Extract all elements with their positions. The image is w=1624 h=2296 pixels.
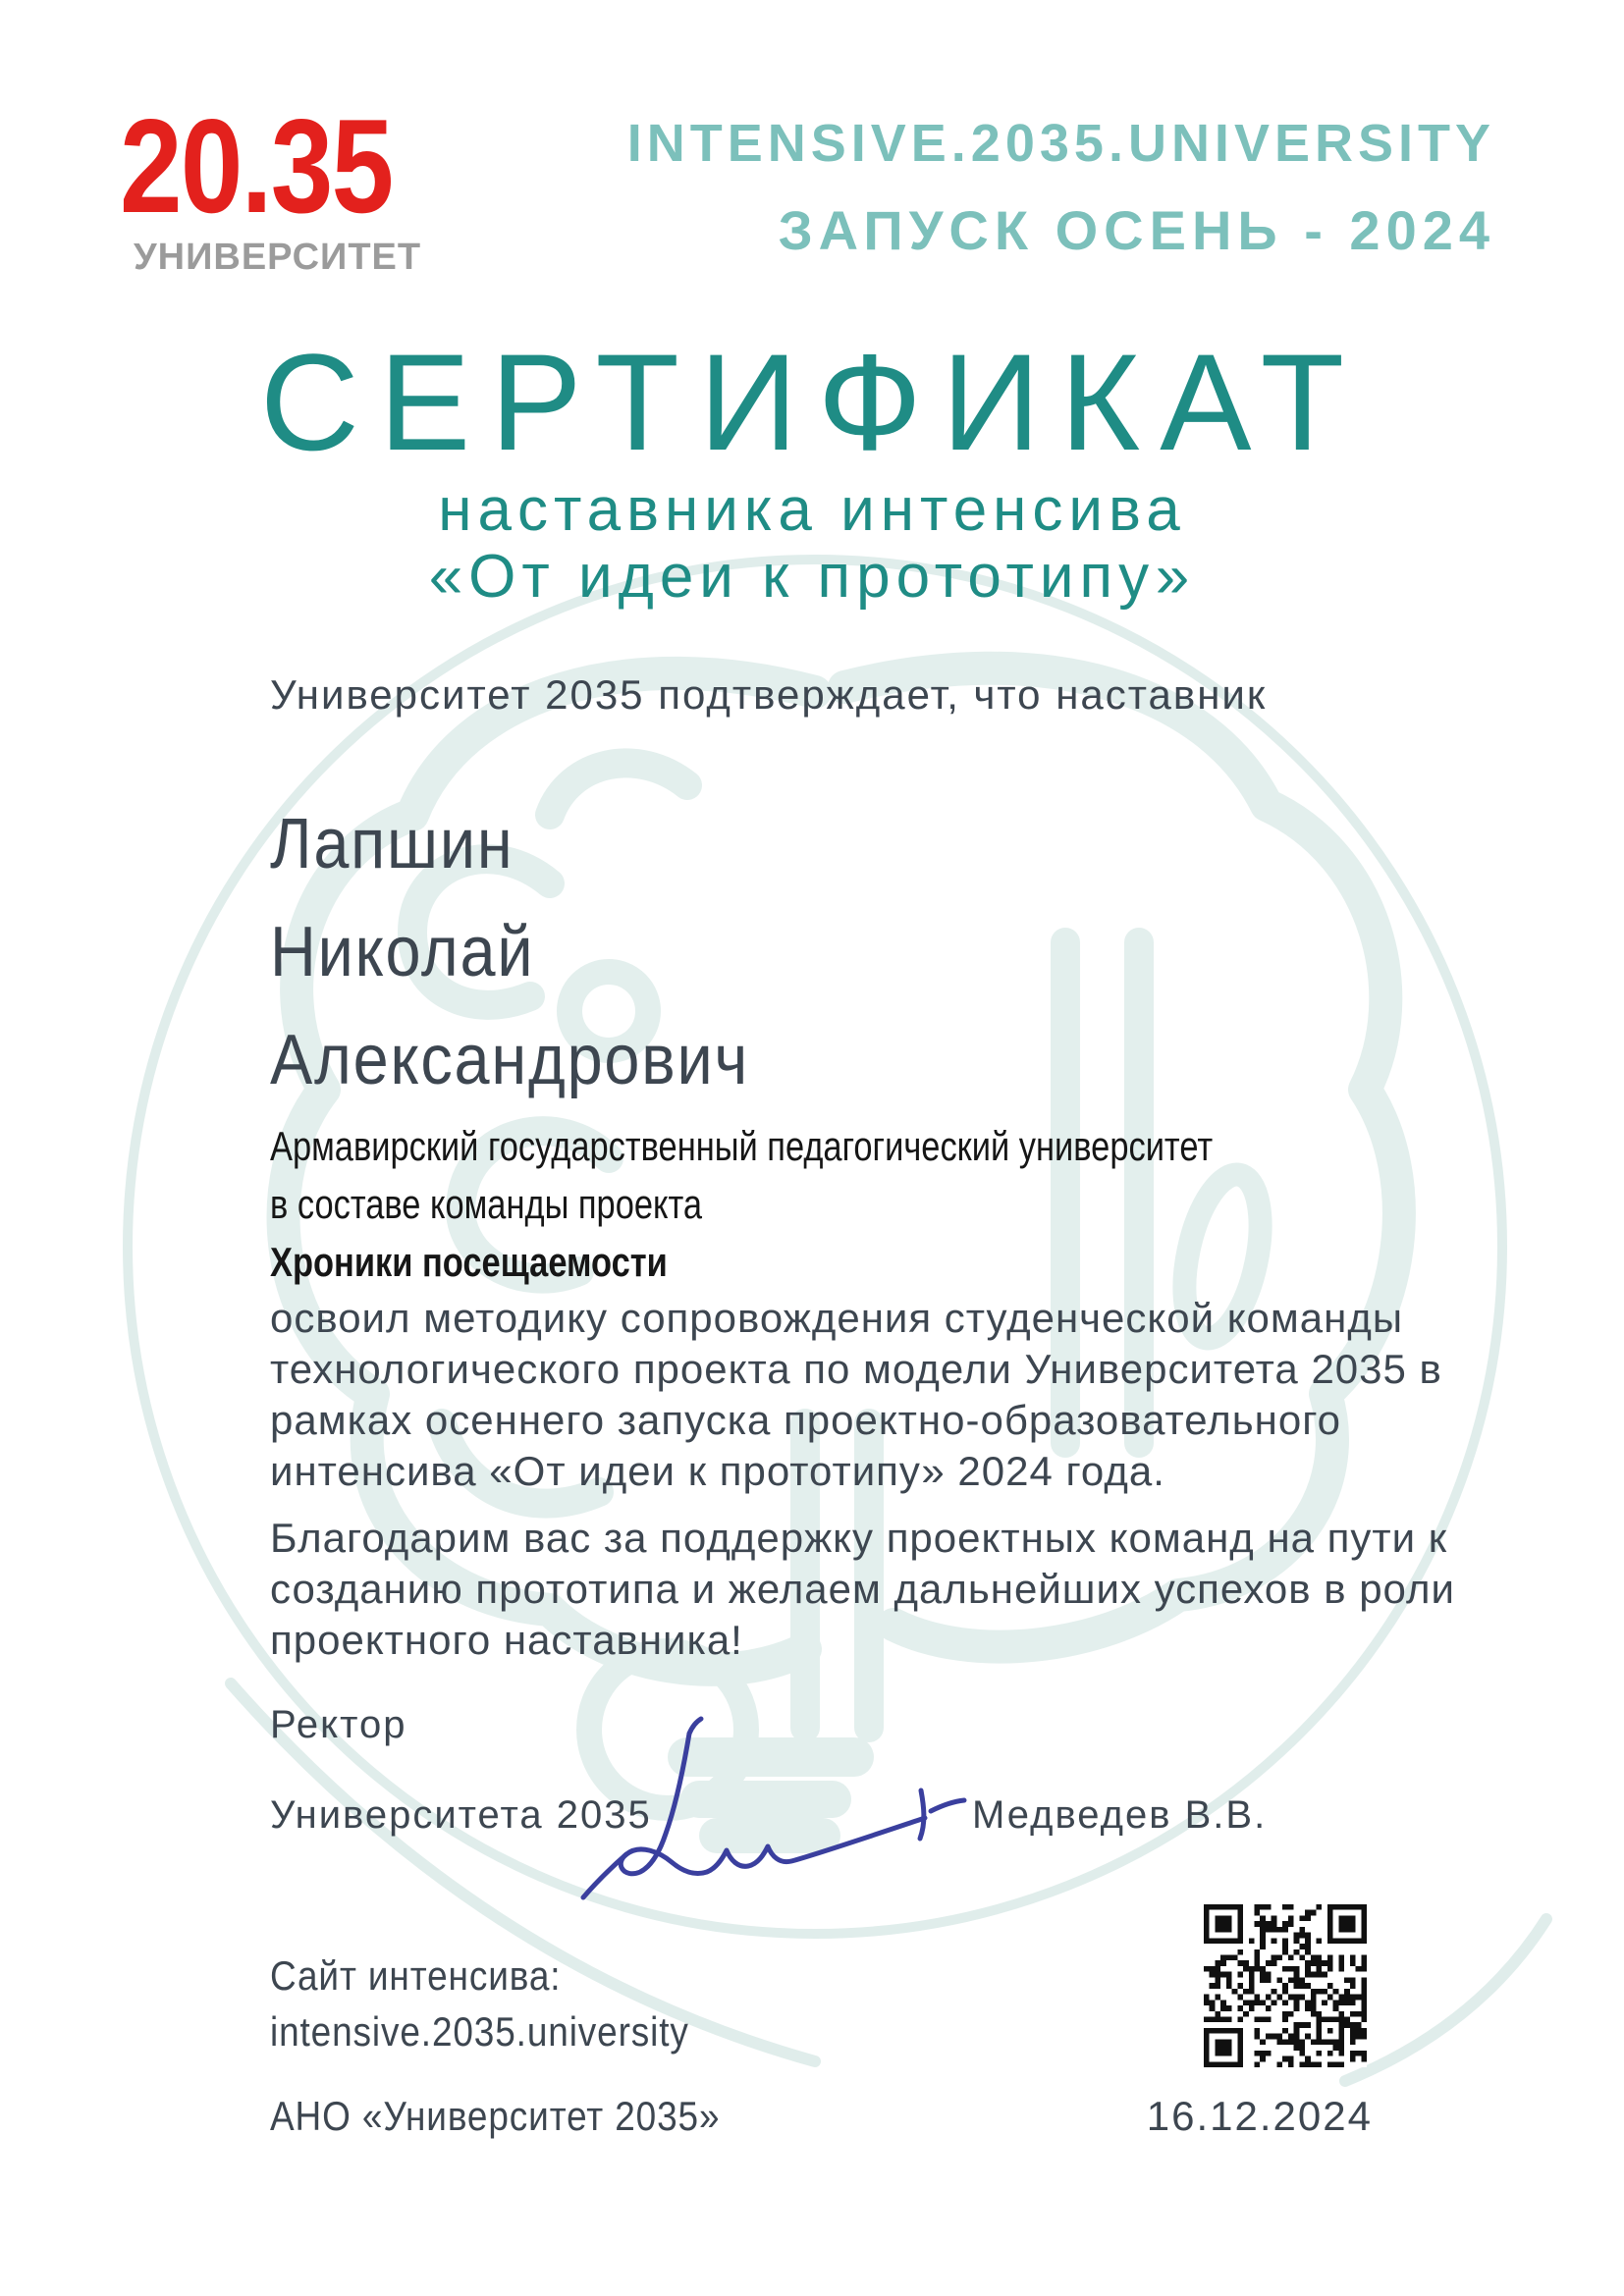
mentor-middle-name: Александрович — [270, 1021, 750, 1099]
mentor-last-name: Лапшин — [270, 805, 514, 883]
body-paragraph-1 — [270, 1293, 1442, 1497]
affiliation-block — [270, 1117, 1213, 1291]
certificate-subtitle-program: «От идеи к прототипу» — [428, 543, 1196, 611]
site-block — [270, 1948, 689, 2059]
paragraph-line: созданию прототипа и желаем дальнейших успехов в роли — [270, 1566, 1455, 1612]
logo-2035-number: 20.35 — [120, 91, 393, 240]
signer-name: Медведев В.В. — [972, 1793, 1268, 1837]
mentor-name-block — [270, 790, 749, 1114]
intensive-site-heading: INTENSIVE.2035.UNIVERSITY — [626, 114, 1495, 173]
signature-ink — [569, 1698, 1001, 1924]
site-url: intensive.2035.university — [270, 2008, 689, 2055]
paragraph-line: рамках осеннего запуска проектно-образовательного — [270, 1397, 1341, 1443]
qr-code — [1204, 1904, 1367, 2067]
body-paragraph-2 — [270, 1513, 1455, 1666]
certificate-title: СЕРТИФИКАТ — [259, 325, 1365, 479]
paragraph-line: освоил методику сопровождения студенческой команды — [270, 1295, 1404, 1341]
paragraph-line: проектного наставника! — [270, 1617, 743, 1663]
project-name: Хроники посещаемости — [270, 1239, 668, 1285]
organization-name: Армавирский государственный педагогический университет — [270, 1123, 1214, 1169]
issuer-organization: АНО «Университет 2035» — [270, 2093, 721, 2139]
paragraph-line: интенсива «От идеи к прототипу» 2024 года. — [270, 1448, 1165, 1494]
confirmation-text: Университет 2035 подтверждает, что наставник — [270, 671, 1268, 718]
paragraph-line: технологического проекта по модели Университета 2035 в — [270, 1346, 1442, 1392]
paragraph-line: Благодарим вас за поддержку проектных команд на пути к — [270, 1515, 1448, 1561]
mentor-first-name: Николай — [270, 913, 535, 991]
rector-label: Ректор — [270, 1703, 407, 1746]
certificate-subtitle-role: наставника интенсива — [438, 476, 1186, 544]
issue-date: 16.12.2024 — [1146, 2093, 1373, 2139]
launch-season-heading: ЗАПУСК ОСЕНЬ - 2024 — [778, 199, 1495, 261]
team-intro-text: в составе команды проекта — [270, 1181, 703, 1227]
rector-org-label: Университета 2035 — [270, 1793, 652, 1837]
certificate-title-block — [0, 325, 1624, 611]
intensive-header — [626, 114, 1495, 261]
logo-university-caption: УНИВЕРСИТЕТ — [134, 237, 422, 278]
site-label: Сайт интенсива: — [270, 1952, 562, 1999]
